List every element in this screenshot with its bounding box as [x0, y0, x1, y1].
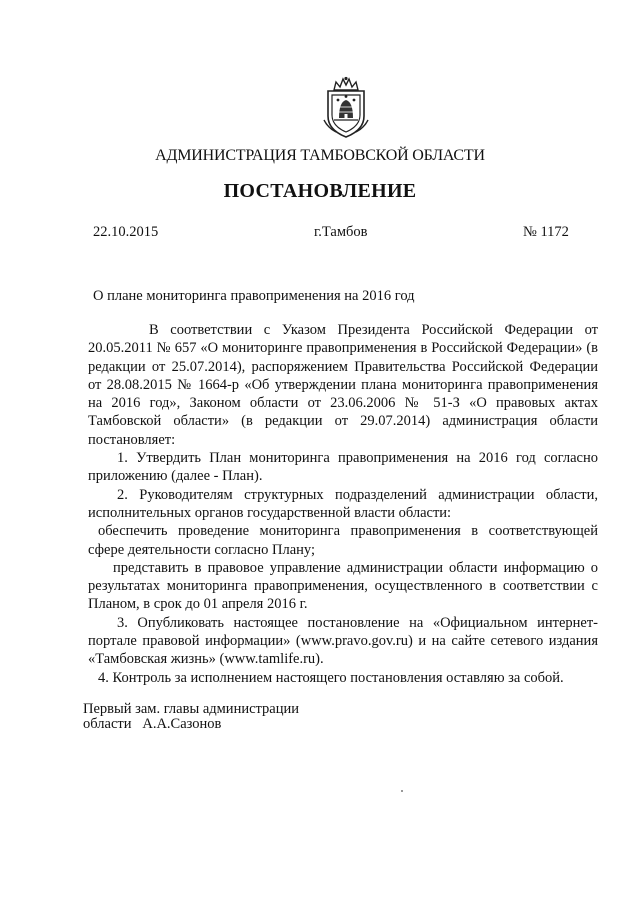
document-number: № 1172: [523, 224, 569, 240]
item-2-paragraph: 2. Руководителям структурных подразделений администрации области, исполнительных органов государственной власти области:: [88, 486, 598, 521]
tambov-coat-of-arms-icon: [318, 76, 374, 140]
signatory-position-line2: [83, 717, 299, 732]
document-type-title: ПОСТАНОВЛЕНИЕ: [223, 180, 417, 202]
item-2b-paragraph: представить в правовое управление администрации области информацию о результатах мониторинга правоприменения, осуществленного в соответствии с Планом, в срок до 01 апреля 2016 г.: [88, 559, 598, 613]
organization-name: АДМИНИСТРАЦИЯ ТАМБОВСКОЙ ОБЛАСТИ: [155, 147, 485, 164]
document-date: 22.10.2015: [93, 224, 159, 240]
signatory-position-line2-text: области: [83, 716, 132, 732]
intro-paragraph: В соответствии с Указом Президента Российской Федерации от 20.05.2011 № 657 «О мониторинге правоприменения в Российской Федерации» (в редакции от 25.07.2014), распоряжением Правительства Российской Федерации от 28.08.2015 № 1664-р «Об утверждении плана мониторинга правоприменения на 2016 год», Законом области от 23.06.2006 № 51-З «О правовых актах Тамбовской области» (в редакции от 29.07.2014) администрация области постановляет:: [88, 322, 598, 448]
item-4-paragraph: 4. Контроль за исполнением настоящего постановления оставляю за собой.: [98, 669, 564, 686]
item-3-paragraph: 3. Опубликовать настоящее постановление на «Официальном интернет-портале правовой информации» (www.pravo.gov.ru) и на сайте сетевого издания «Тамбовская жизнь» (www.tamlife.ru).: [88, 614, 598, 668]
signatory-position-line1: Первый зам. главы администрации: [83, 701, 299, 717]
signature-block: [83, 702, 299, 732]
scan-speck: [401, 790, 403, 792]
document-subject: О плане мониторинга правоприменения на 2016 год: [93, 288, 415, 304]
item-2a-paragraph: обеспечить проведение мониторинга правоприменения в соответствующей сфере деятельности согласно Плану;: [88, 523, 598, 558]
document-body: [88, 321, 598, 687]
signatory-name: А.А.Сазонов: [142, 716, 222, 732]
document-city: г.Тамбов: [314, 224, 368, 240]
item-1-paragraph: 1. Утвердить План мониторинга правоприменения на 2016 год согласно приложению (далее - План).: [88, 450, 598, 485]
